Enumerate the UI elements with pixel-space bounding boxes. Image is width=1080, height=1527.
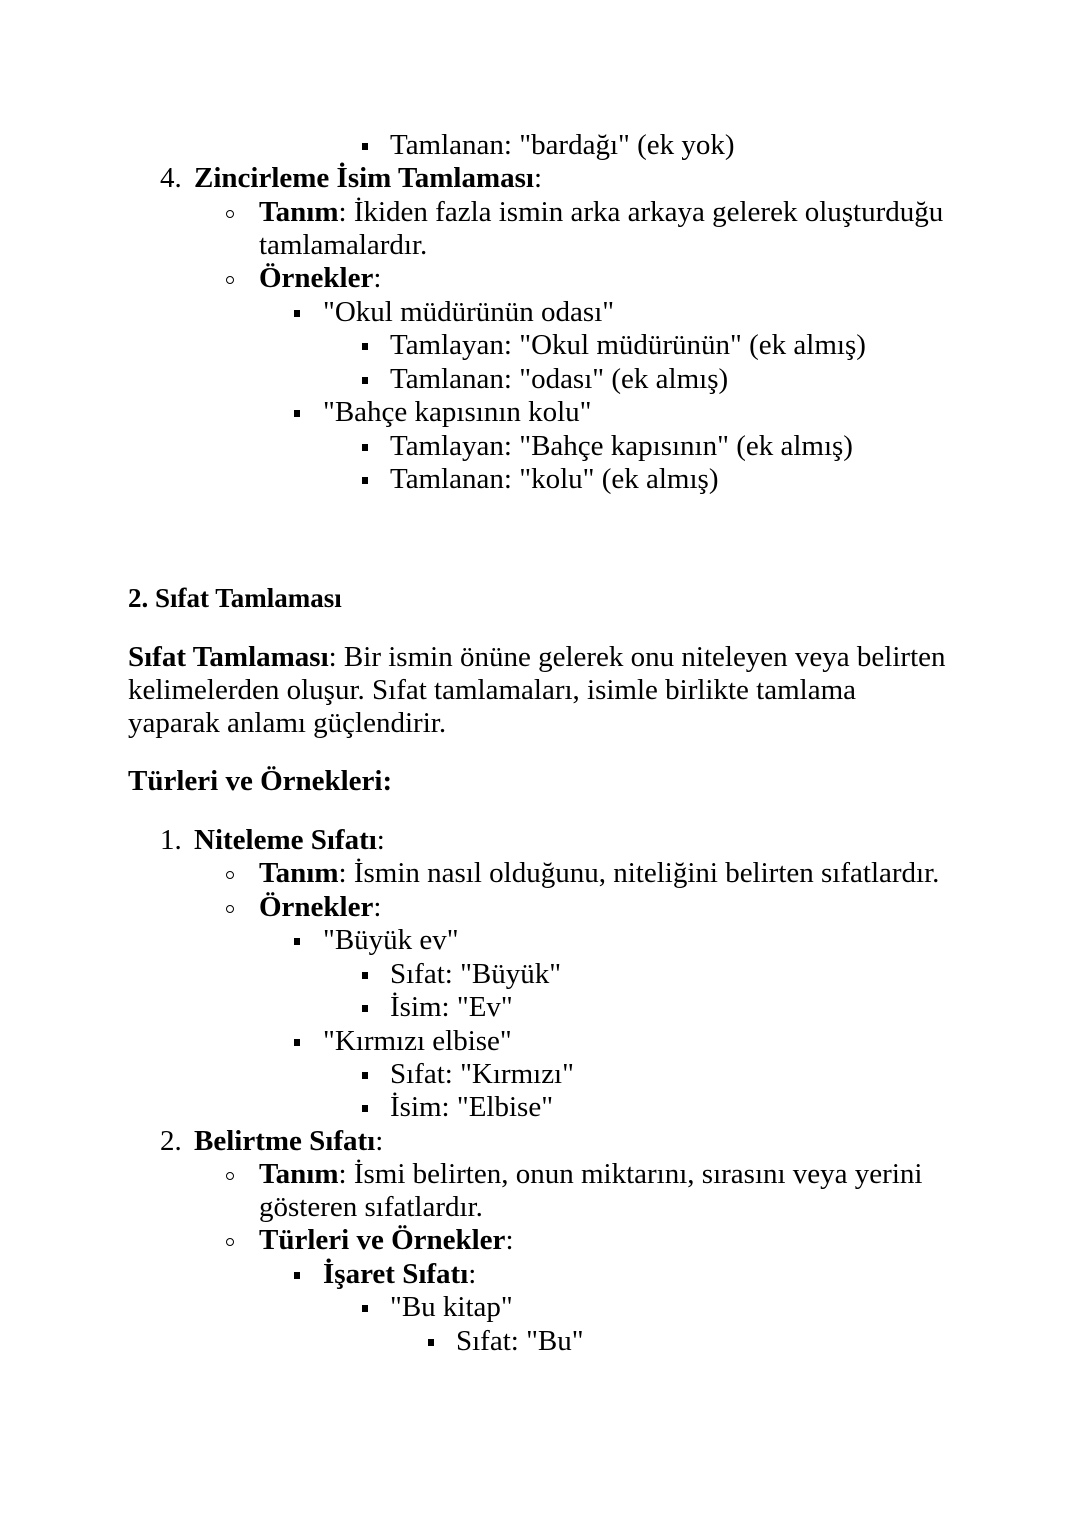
square-bullet-icon [294, 1258, 300, 1291]
square-bullet-icon [362, 129, 368, 162]
circle-bullet-icon [226, 891, 238, 924]
square-bullet-icon [362, 430, 368, 463]
circle-bullet-icon [226, 196, 238, 229]
square-bullet-icon [294, 1025, 300, 1058]
square-bullet-icon [294, 396, 300, 429]
square-bullet-icon [294, 296, 300, 329]
square-bullet-icon [362, 958, 368, 991]
circle-bullet-icon [226, 1224, 238, 1257]
square-bullet-icon [362, 329, 368, 362]
circle-bullet-icon [226, 857, 238, 890]
square-bullet-icon [362, 991, 368, 1024]
circle-bullet-icon [226, 262, 238, 295]
square-bullet-icon [362, 463, 368, 496]
square-bullet-icon [362, 1091, 368, 1124]
square-bullet-icon [362, 1291, 368, 1324]
square-bullet-icon [362, 363, 368, 396]
square-bullet-icon [362, 1058, 368, 1091]
square-bullet-icon [294, 924, 300, 957]
circle-bullet-icon [226, 1158, 238, 1191]
list-item-label: Zincirleme İsim Tamlaması [194, 162, 534, 194]
square-bullet-icon [428, 1325, 434, 1358]
